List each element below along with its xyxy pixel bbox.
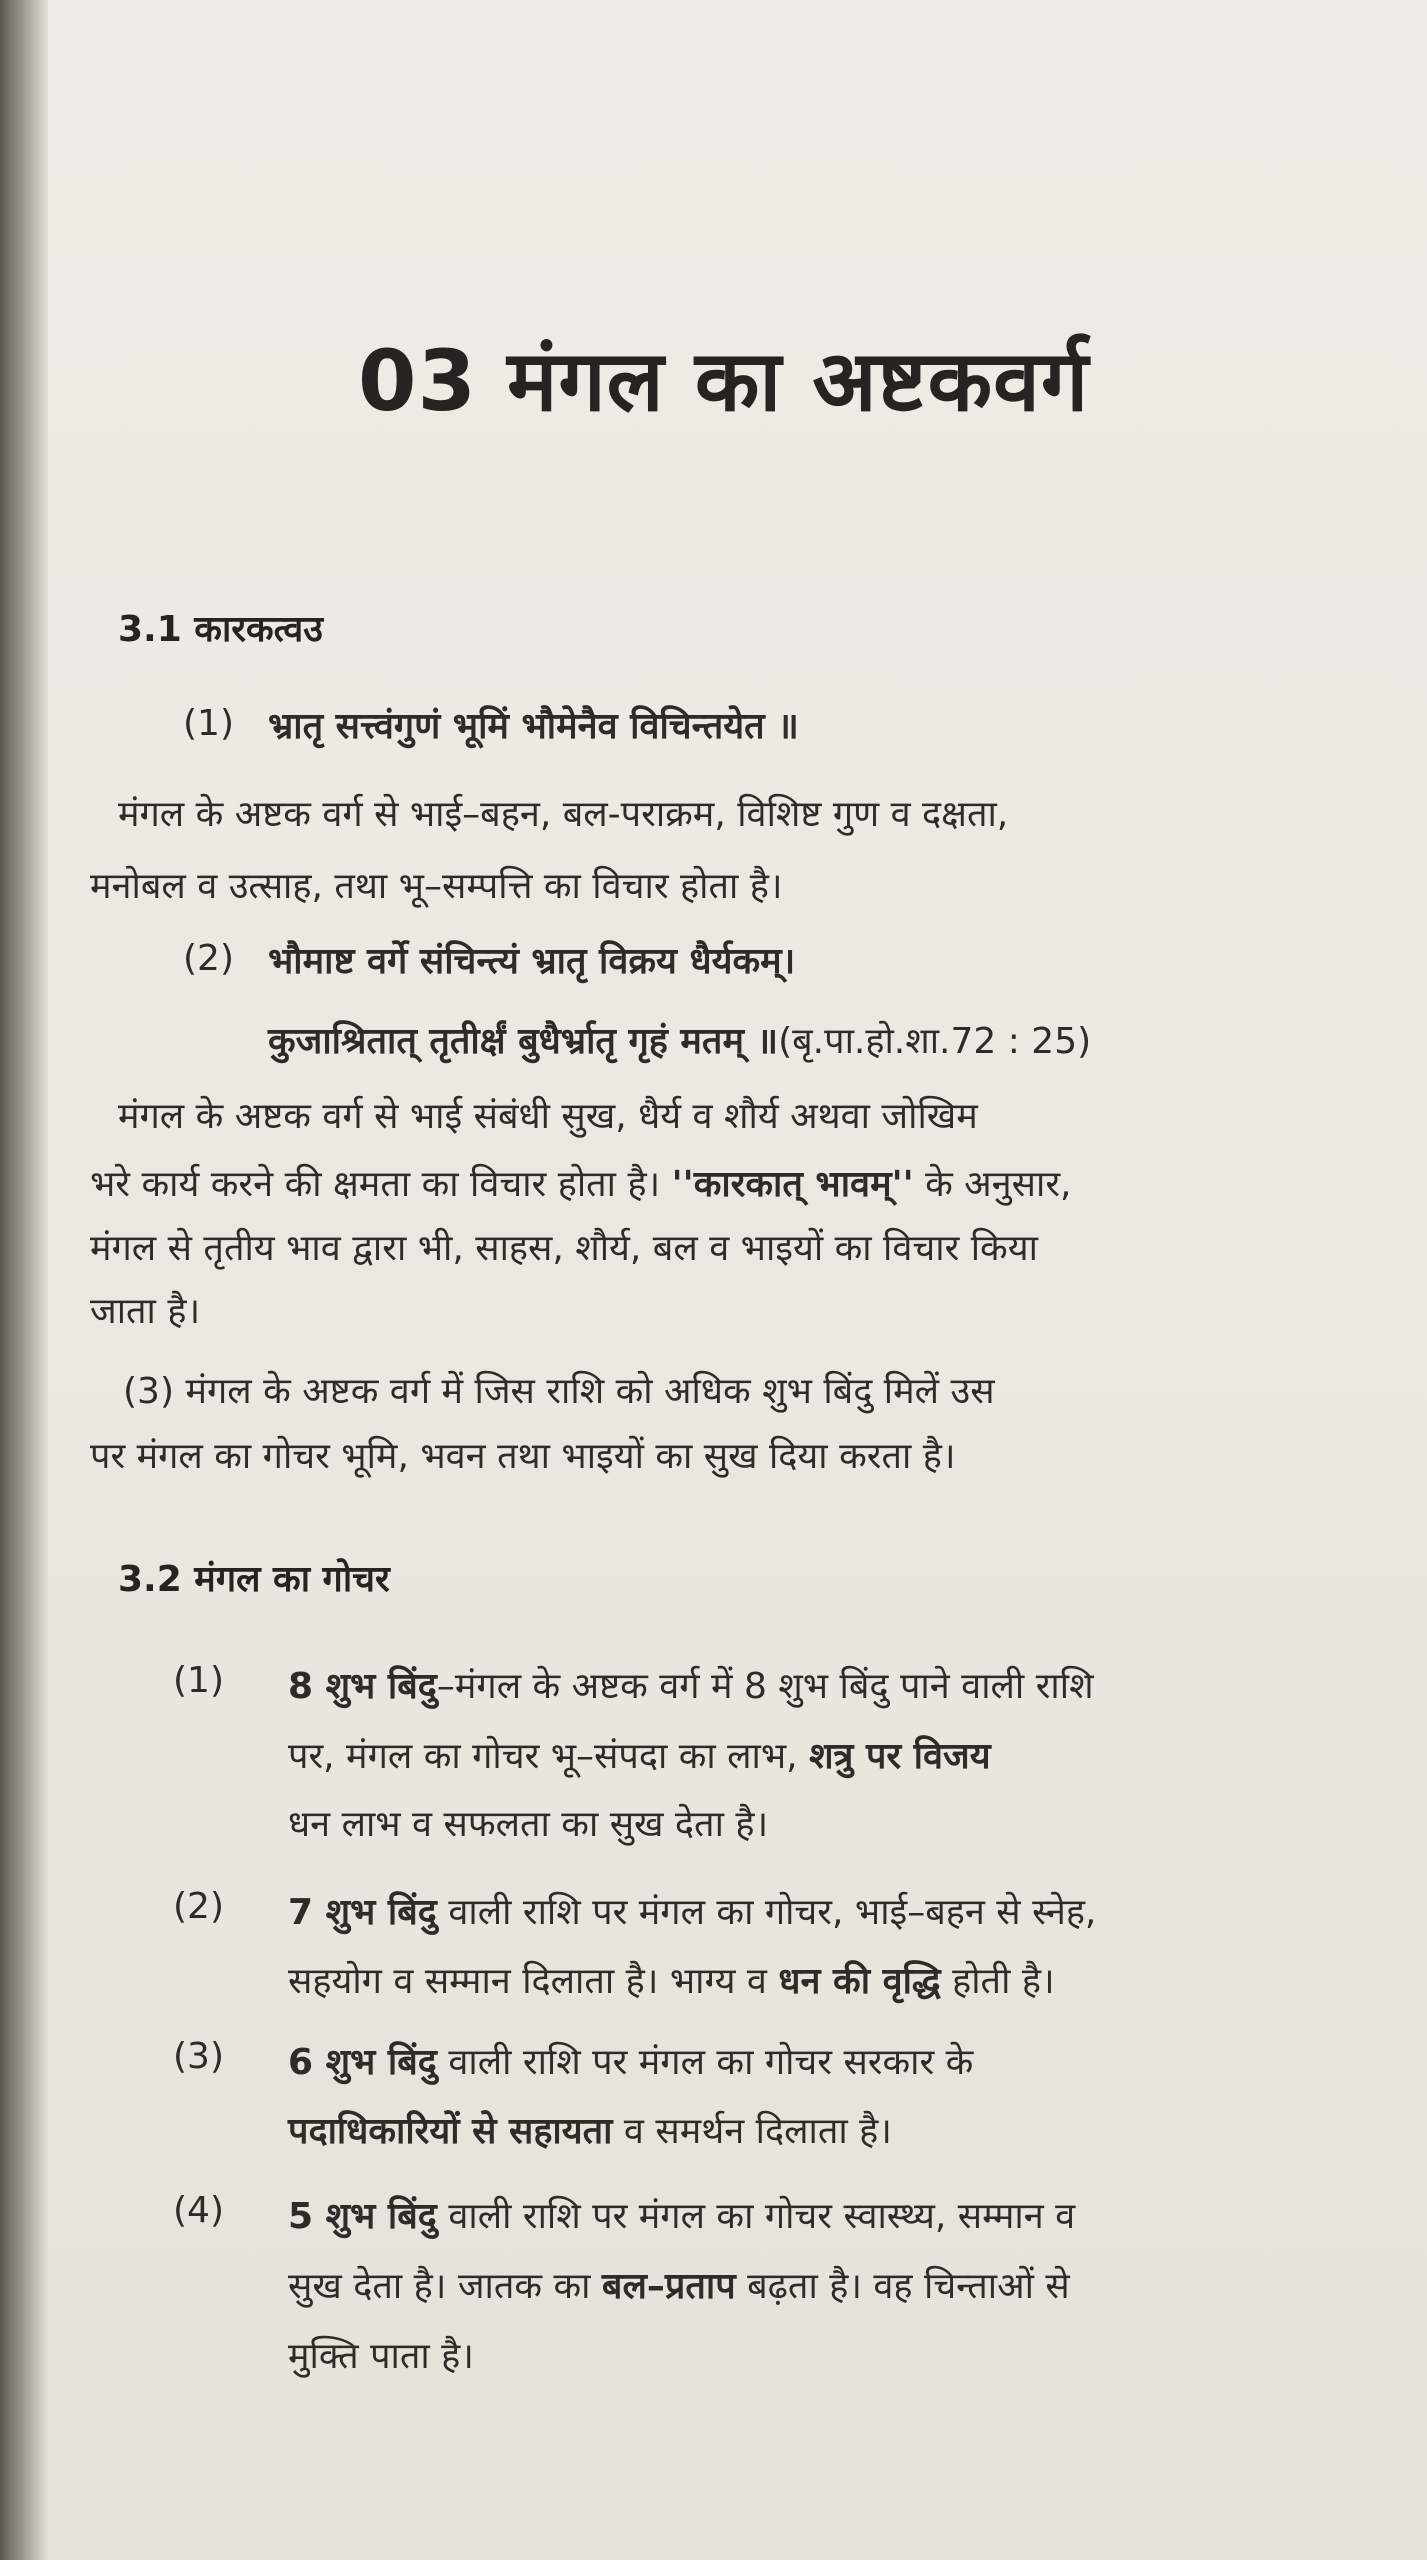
text-segment: बढ़ता है। वह चिन्ताओं से xyxy=(735,2266,1070,2307)
text-segment: सुख देता है। जातक का xyxy=(288,2266,602,2307)
sanskrit-verse: कुजाश्रितात् तृतीर्क्षं बुधैर्भ्रातृ गृहं मतम् ॥ xyxy=(268,1021,779,1062)
highlight-text: धन की वृद्धि xyxy=(778,1961,941,2002)
text-segment: वाली राशि पर मंगल का गोचर सरकार के xyxy=(436,2042,974,2083)
item-number: (2) xyxy=(173,1886,224,1927)
paragraph-line xyxy=(90,1158,1072,1207)
text-segment: के अनुसार, xyxy=(913,1164,1072,1205)
section-heading-3-2: 3.2 मंगल का गोचर xyxy=(118,1559,390,1600)
quoted-term: ''कारकात् भावम्'' xyxy=(671,1164,914,1205)
points-label: 6 शुभ बिंदु xyxy=(288,2042,437,2083)
verse-reference: (बृ.पा.हो.शा.72 : 25) xyxy=(778,1021,1092,1062)
book-spine-shadow xyxy=(0,0,48,2560)
paragraph-line: जाता है। xyxy=(90,1291,201,1332)
text-segment: पर, मंगल का गोचर भू–संपदा का लाभ, xyxy=(288,1736,810,1777)
highlight-text: बल–प्रताप xyxy=(601,2266,736,2307)
list-item-line xyxy=(288,1730,991,1779)
list-item-line xyxy=(288,2036,973,2085)
sanskrit-verse: भौमाष्ट वर्गे संचिन्त्यं भ्रातृ विक्रय धैर्यकम्। xyxy=(268,941,796,982)
paragraph-line: मंगल के अष्टक वर्ग से भाई–बहन, बल-पराक्रम, विशिष्ट गुण व दक्षता, xyxy=(118,794,1009,835)
paragraph-line: पर मंगल का गोचर भूमि, भवन तथा भाइयों का सुख दिया करता है। xyxy=(90,1436,956,1477)
book-page xyxy=(48,0,1427,2560)
section-heading-3-1: 3.1 कारकत्वउ xyxy=(118,609,323,650)
sanskrit-verse: भ्रातृ सत्त्वंगुणं भूमिं भौमेनैव विचिन्तयेत ॥ xyxy=(268,706,799,747)
list-item-line xyxy=(288,1660,1094,1709)
item-number: (3) xyxy=(173,2036,224,2077)
paragraph-line: मंगल के अष्टक वर्ग से भाई संबंधी सुख, धैर्य व शौर्य अथवा जोखिम xyxy=(118,1096,978,1137)
text-segment: वाली राशि पर मंगल का गोचर, भाई–बहन से स्नेह, xyxy=(436,1892,1097,1933)
list-item-line xyxy=(288,2260,1070,2309)
list-item-line: धन लाभ व सफलता का सुख देता है। xyxy=(288,1804,769,1845)
text-segment: भरे कार्य करने की क्षमता का विचार होता है। xyxy=(90,1164,672,1205)
text-segment: सहयोग व सम्मान दिलाता है। भाग्य व xyxy=(288,1961,779,2002)
highlight-text: शत्रु पर विजय xyxy=(809,1736,991,1777)
text-segment: होती है। xyxy=(940,1961,1055,2002)
item-number: (4) xyxy=(173,2190,224,2231)
item-number: (1) xyxy=(173,1660,224,1701)
text-segment: –मंगल के अष्टक वर्ग में 8 शुभ बिंदु पाने वाली राशि xyxy=(436,1666,1094,1707)
list-item-line xyxy=(288,1886,1096,1935)
list-item-line xyxy=(288,2190,1075,2239)
list-item-line xyxy=(288,1955,1055,2004)
points-label: 5 शुभ बिंदु xyxy=(288,2196,437,2237)
highlight-text: पदाधिकारियों से सहायता xyxy=(288,2111,613,2152)
list-item-line: मुक्ति पाता है। xyxy=(288,2336,474,2377)
list-item-line xyxy=(288,2105,892,2154)
chapter-title: 03 मंगल का अष्टकवर्ग xyxy=(358,332,1090,430)
item-number: (3) xyxy=(123,1371,174,1412)
points-label: 7 शुभ बिंदु xyxy=(288,1892,437,1933)
paragraph-line: मनोबल व उत्साह, तथा भू–सम्पत्ति का विचार होता है। xyxy=(90,866,783,907)
points-label: 8 शुभ बिंदु xyxy=(288,1666,437,1707)
sanskrit-verse-line2 xyxy=(268,1015,1091,1064)
item-number: (2) xyxy=(183,938,234,979)
text-segment: मंगल के अष्टक वर्ग में जिस राशि को अधिक शुभ बिंदु मिलें उस xyxy=(185,1371,995,1412)
item-number: (1) xyxy=(183,703,234,744)
paragraph-line xyxy=(123,1365,995,1414)
paragraph-line: मंगल से तृतीय भाव द्वारा भी, साहस, शौर्य, बल व भाइयों का विचार किया xyxy=(90,1228,1038,1269)
text-segment: वाली राशि पर मंगल का गोचर स्वास्थ्य, सम्मान व xyxy=(436,2196,1076,2237)
text-segment: व समर्थन दिलाता है। xyxy=(612,2111,892,2152)
